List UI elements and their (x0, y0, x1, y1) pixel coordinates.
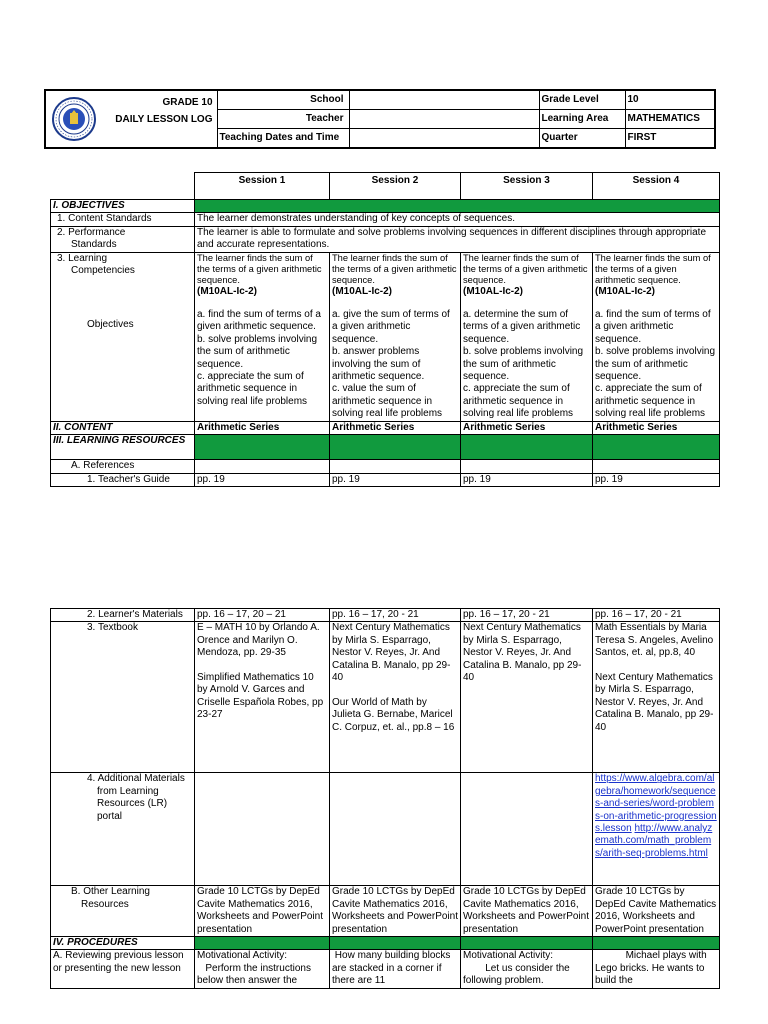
procedures-heading: IV. PROCEDURES (51, 937, 195, 950)
session-2-lm: pp. 16 – 17, 20 - 21 (330, 609, 461, 622)
objectives-label: Objectives (87, 319, 134, 331)
session-1-header: Session 1 (195, 173, 330, 200)
session-4-reviewing: Michael plays with Lego bricks. He wants to build the (593, 950, 720, 988)
session-4-header: Session 4 (593, 173, 720, 200)
session-2-objectives: The learner finds the sum of the terms of a given arithmetic sequence. (M10AL-Ic-2) a. give the sum of terms of a given arithmetic sequence. b. answer problems involving the sum of arithmetic sequence. c. value the sum of arithmetic sequence in solving real life problems (330, 252, 461, 421)
learning-area-value: MATHEMATICS (625, 110, 715, 129)
quarter-label: Quarter (539, 129, 625, 149)
content-standards: The learner demonstrates understanding of key concepts of sequences. (195, 213, 720, 226)
quarter-value: FIRST (625, 129, 715, 149)
grade-level-label: Grade Level (539, 90, 625, 110)
references-label: A. References (51, 460, 195, 473)
session-2-textbook: Next Century Mathematics by Mirla S. Esparrago, Nestor V. Reyes, Jr. And Catalina B. Manalo, pp 29-40 Our World of Math by Julieta G. Bernabe, Maricel C. Corpuz, et. al., pp.8 – 16 (330, 622, 461, 773)
session-3-content: Arithmetic Series (461, 421, 593, 434)
teacher-label: Teacher (217, 110, 349, 129)
session-1-other: Grade 10 LCTGs by DepEd Cavite Mathematics 2016, Worksheets and PowerPoint presentation (195, 886, 330, 937)
session-2-content: Arithmetic Series (330, 421, 461, 434)
lesson-table-part-1 (50, 172, 720, 487)
session-2-header: Session 2 (330, 173, 461, 200)
dates-field[interactable] (349, 129, 539, 149)
session-3-tg: pp. 19 (461, 473, 593, 486)
analyzemath-link[interactable]: http://www.analyzemath.com/math_problems/arith-seq-problems.html (595, 823, 713, 859)
log-title: DAILY LESSON LOG (115, 113, 213, 125)
performance-standards: The learner is able to formulate and solve problems involving sequences in different disciplines through appropriate and accurate representations. (195, 226, 720, 252)
other-resources-label: B. Other Learning Resources (51, 886, 195, 937)
teachers-guide-label: 1. Teacher's Guide (51, 473, 195, 486)
session-1-textbook: E – MATH 10 by Orlando A. Orence and Marilyn O. Mendoza, pp. 29-35 Simplified Mathematics 10 by Arnold V. Garces and Criselle Española Robes, pp 23-27 (195, 622, 330, 773)
content-heading: II. CONTENT (51, 421, 195, 434)
session-3-lm: pp. 16 – 17, 20 - 21 (461, 609, 593, 622)
session-4-links (593, 773, 720, 886)
grade-title: GRADE 10 (162, 96, 213, 108)
logo-cell (45, 90, 101, 148)
lesson-table-part-2 (50, 608, 720, 989)
competencies-label: 3. Learning Competencies Objectives (51, 252, 195, 421)
school-label: School (217, 90, 349, 110)
deped-seal-icon (51, 96, 97, 142)
session-1-reviewing: Motivational Activity: Perform the instructions below then answer the (195, 950, 330, 988)
additional-materials-label: 4. Additional Materials from Learning Resources (LR) portal (51, 773, 195, 886)
school-field[interactable] (349, 90, 539, 110)
lesson-log-header (44, 89, 716, 149)
session-3-header: Session 3 (461, 173, 593, 200)
resources-heading: III. LEARNING RESOURCES (51, 435, 195, 460)
session-3-textbook: Next Century Mathematics by Mirla S. Esparrago, Nestor V. Reyes, Jr. And Catalina B. Manalo, pp 29-40 (461, 622, 593, 773)
session-3-other: Grade 10 LCTGs by DepEd Cavite Mathematics 2016, Worksheets and PowerPoint presentation (461, 886, 593, 937)
session-4-lm: pp. 16 – 17, 20 - 21 (593, 609, 720, 622)
grade-level-value: 10 (625, 90, 715, 110)
objectives-heading: I. OBJECTIVES (51, 200, 195, 213)
dates-label: Teaching Dates and Time (217, 129, 349, 149)
learners-materials-label: 2. Learner's Materials (51, 609, 195, 622)
session-1-tg: pp. 19 (195, 473, 330, 486)
session-4-other: Grade 10 LCTGs by DepEd Cavite Mathematics 2016, Worksheets and PowerPoint presentation (593, 886, 720, 937)
teacher-field[interactable] (349, 110, 539, 129)
session-4-textbook: Math Essentials by Maria Teresa S. Angeles, Avelino Santos, et. al, pp.8, 40 Next Century Mathematics by Mirla S. Esparrago, Nestor V. Reyes, Jr. And Catalina B. Manalo, pp 29-40 (593, 622, 720, 773)
session-2-reviewing: How many building blocks are stacked in a corner if there are 11 (330, 950, 461, 988)
session-1-objectives: The learner finds the sum of the terms of a given arithmetic sequence. (M10AL-Ic-2) a. find the sum of terms of a given arithmetic sequence. b. solve problems involving the sum of arithmetic sequence. c. appreciate the sum of arithmetic sequence in solving real life problems (195, 252, 330, 421)
session-3-objectives: The learner finds the sum of the terms of a given arithmetic sequence. (M10AL-Ic-2) a. determine the sum of terms of a given arithmetic sequence. b. solve problems involving the sum of arithmetic sequence. c. appreciate the sum of arithmetic sequence in solving real life problems (461, 252, 593, 421)
section-bar (195, 200, 720, 213)
session-3-reviewing: Motivational Activity: Let us consider the following problem. (461, 950, 593, 988)
reviewing-label: A. Reviewing previous lesson or presenting the new lesson (51, 950, 195, 988)
session-4-content: Arithmetic Series (593, 421, 720, 434)
textbook-label: 3. Textbook (51, 622, 195, 773)
session-1-lm: pp. 16 – 17, 20 – 21 (195, 609, 330, 622)
algebra-com-link[interactable]: https://www.algebra.com/algebra/homework/sequences-and-series/word-problems-on-arithmetic-progressions.lesson (595, 773, 717, 835)
learning-area-label: Learning Area (539, 110, 625, 129)
session-2-tg: pp. 19 (330, 473, 461, 486)
session-1-content: Arithmetic Series (195, 421, 330, 434)
session-4-tg: pp. 19 (593, 473, 720, 486)
content-standards-label: 1. Content Standards (51, 213, 195, 226)
title-cell (101, 90, 217, 148)
performance-standards-label: 2. Performance Standards (51, 226, 195, 252)
session-2-other: Grade 10 LCTGs by DepEd Cavite Mathematics 2016, Worksheets and PowerPoint presentation (330, 886, 461, 937)
session-4-objectives: The learner finds the sum of the terms of a given arithmetic sequence. (M10AL-Ic-2) a. find the sum of terms of a given arithmetic sequence. b. solve problems involving the sum of arithmetic sequence. c. appreciate the sum of arithmetic sequence in solving real life problems (593, 252, 720, 421)
